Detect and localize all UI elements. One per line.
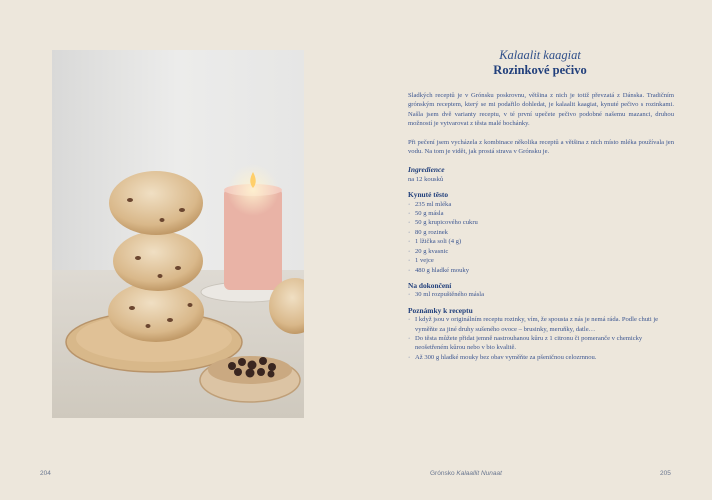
finish-list bbox=[408, 290, 674, 299]
bun-bottom bbox=[108, 282, 204, 342]
notes-heading: Poznámky k receptu bbox=[408, 305, 473, 315]
book-subtitle: Kalaallit Nunaat bbox=[456, 470, 502, 477]
list-item: · 480 g hladké mouky bbox=[408, 266, 674, 275]
recipe-photo bbox=[52, 50, 304, 418]
notes-list bbox=[408, 315, 674, 362]
list-item: · Až 300 g hladké mouky bez obav vyměňte za pšeničnou celozrnnou. bbox=[408, 353, 674, 362]
list-item: · 50 g krupicového cukru bbox=[408, 218, 674, 227]
dough-list bbox=[408, 200, 674, 275]
list-item: · 235 ml mléka bbox=[408, 200, 674, 209]
book-title: Grónsko bbox=[430, 470, 455, 477]
running-footer bbox=[430, 470, 502, 477]
recipe-body bbox=[408, 91, 674, 362]
intro-paragraph-1: Sladkých receptů je v Grónsku poskrovnu, většina z nich je totiž převzatá z Dánska. Tradičním grónským receptem, který se mi podařilo dohledat, je kalaalit kaagiat, kynuté pečivo s rozinkami. Našla jsem dvě varianty receptu, v té první upečete pečivo podobné našemu mazanci, druhou možností je vytvarovat z těsta malé bochánky. bbox=[408, 92, 674, 128]
bun-middle bbox=[113, 231, 203, 291]
intro-paragraph-2: Při pečení jsem vycházela z kombinace několika receptů a většina z nich místo mléka používala jen vodu. Na tom je vidět, jak prostá strava v Grónsku je. bbox=[408, 138, 674, 156]
list-item: · 1 lžička soli (4 g) bbox=[408, 237, 674, 246]
candle-glow bbox=[227, 164, 279, 216]
list-item: · 30 ml rozpuštěného másla bbox=[408, 290, 674, 299]
list-item: · 50 g másla bbox=[408, 209, 674, 218]
finish-heading: Na dokončení bbox=[408, 280, 452, 290]
list-item: · 20 g kvasnic bbox=[408, 247, 674, 256]
list-item: · 1 vejce bbox=[408, 256, 674, 265]
recipe-title-czech: Rozinkové pečivo bbox=[493, 63, 587, 77]
ingredients-heading: Ingredience bbox=[408, 165, 445, 175]
page-number-left: 204 bbox=[40, 470, 51, 477]
dough-heading: Kynuté těsto bbox=[408, 190, 449, 200]
servings: na 12 kousků bbox=[408, 175, 444, 183]
page-number-right: 205 bbox=[660, 470, 671, 477]
list-item: · 80 g rozinek bbox=[408, 228, 674, 237]
list-item: · Do těsta můžete přidat jemně nastrouhanou kůru z 1 citronu či pomeranče v chemicky neošetřeném kůrou nebo v bio kvalitě. bbox=[408, 334, 674, 353]
list-item: · I když jsou v originálním receptu rozinky, vím, že spousta z nás je nemá ráda. Podle chuti je vyměňte za jiné druhy sušeného ovoce – brusinky, meruňky, datle… bbox=[408, 315, 674, 334]
recipe-title-greenlandic: Kalaalit kaagiat bbox=[499, 48, 581, 62]
bun-top bbox=[109, 171, 203, 235]
